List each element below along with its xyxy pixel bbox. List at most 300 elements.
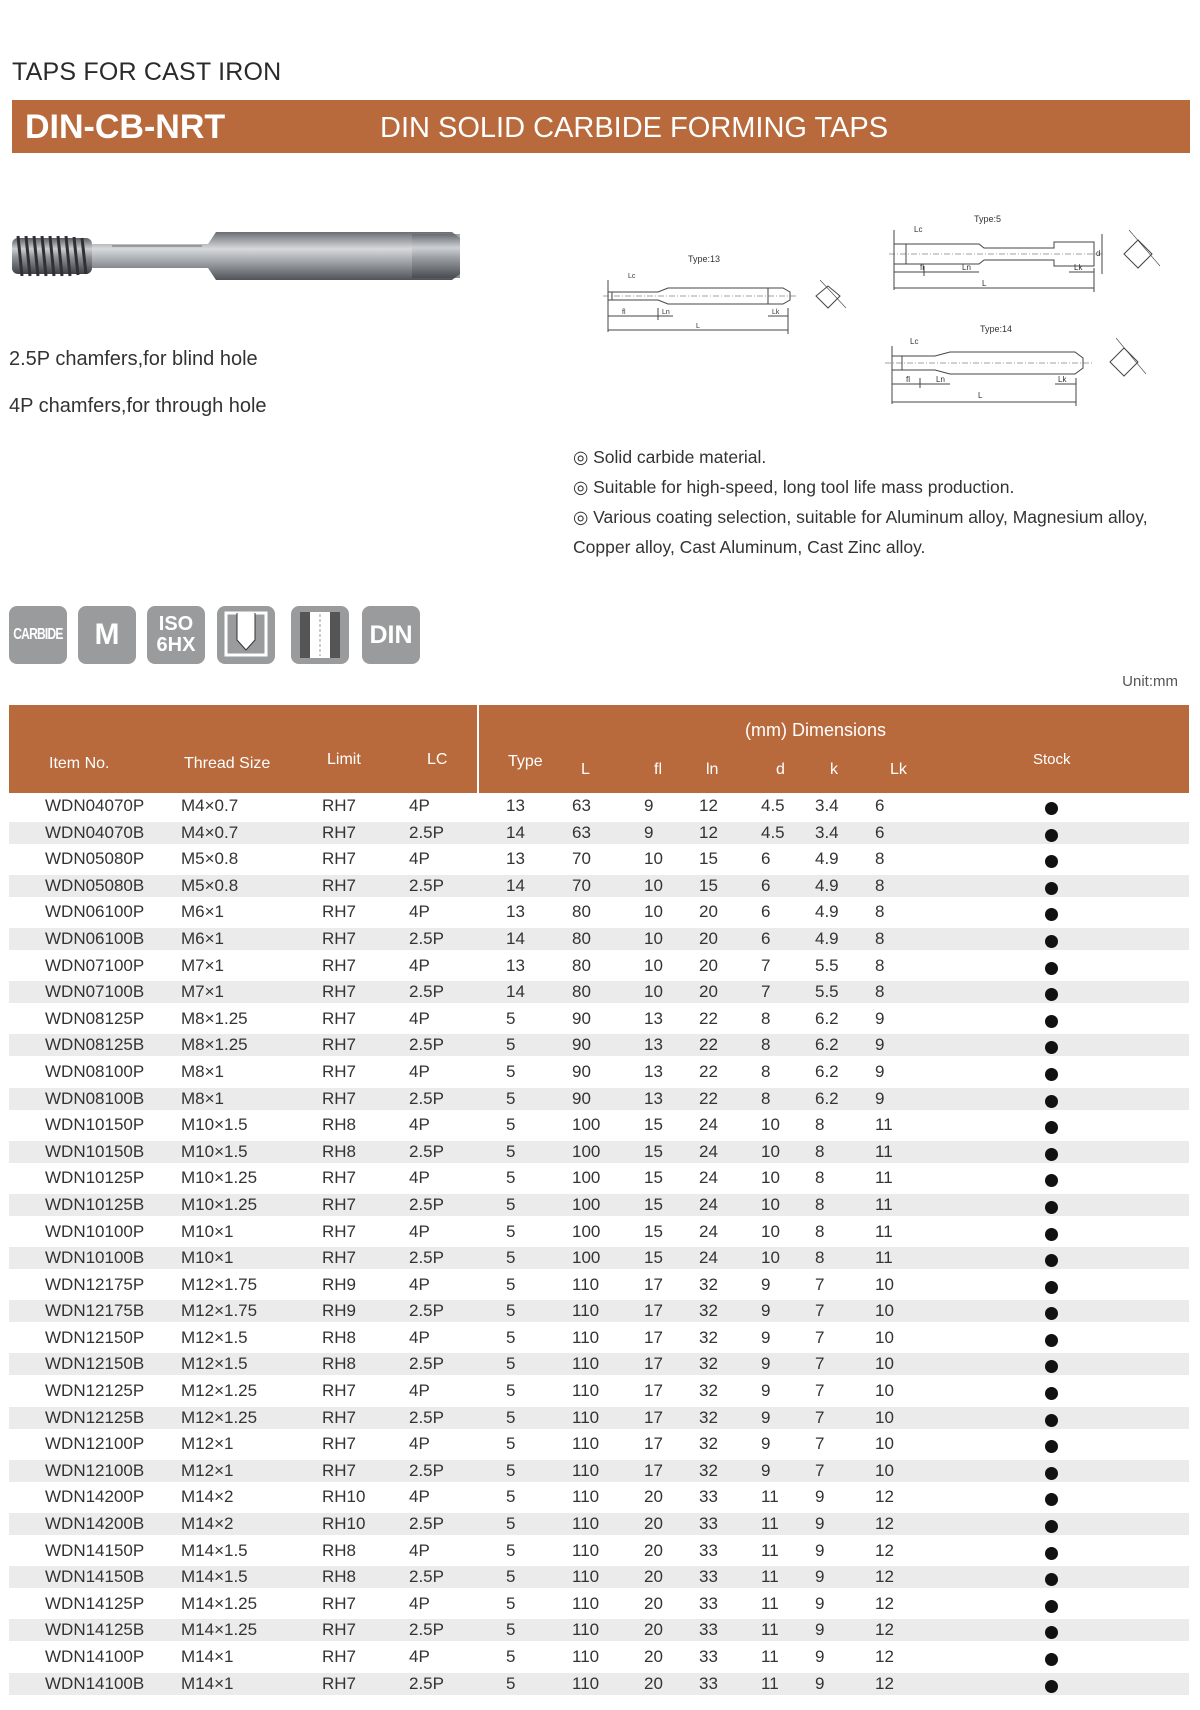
cell-d: 8 (761, 1035, 771, 1055)
cell-thread-size: M10×1.25 (181, 1194, 258, 1214)
cell-lk: 12 (875, 1673, 894, 1693)
cell-fl: 10 (644, 849, 663, 869)
cell-fl: 17 (644, 1407, 663, 1427)
cell-item-no: WDN08125P (45, 1008, 145, 1028)
cell-limit: RH7 (322, 1460, 357, 1480)
cell-k: 8 (815, 1194, 825, 1214)
stock-indicator (1045, 1440, 1058, 1453)
product-title: DIN SOLID CARBIDE FORMING TAPS (380, 112, 889, 144)
cell-d: 10 (761, 1168, 780, 1188)
d-label: d (1096, 249, 1101, 258)
cell-ln: 20 (699, 902, 718, 922)
cell-ln: 33 (699, 1593, 718, 1613)
cell-lk: 12 (875, 1487, 894, 1507)
l-label: L (696, 323, 700, 330)
table-header (9, 705, 1189, 793)
cell-lc: 4P (409, 902, 430, 922)
cell-limit: RH7 (322, 1035, 357, 1055)
cell-ln: 24 (699, 1221, 718, 1241)
cell-k: 7 (815, 1354, 825, 1374)
cell-limit: RH8 (322, 1567, 357, 1587)
table-row (9, 1617, 1189, 1644)
cell-item-no: WDN14125B (45, 1620, 145, 1640)
header-type: Type (508, 753, 543, 770)
cell-type: 5 (506, 1673, 516, 1693)
cell-limit: RH7 (322, 796, 357, 815)
category-label: TAPS FOR CAST IRON (12, 58, 282, 86)
cell-limit: RH7 (322, 1221, 357, 1241)
bullet-item: ◎ Suitable for high-speed, long tool life mass production. (573, 477, 1015, 497)
header-lk: Lk (890, 761, 907, 778)
cell-lk: 10 (875, 1434, 894, 1454)
table-row (9, 1006, 1189, 1033)
cell-fl: 13 (644, 1035, 663, 1055)
cell-lc: 2.5P (409, 1460, 444, 1480)
cell-ln: 33 (699, 1647, 718, 1666)
cell-lc: 2.5P (409, 1567, 444, 1587)
cell-lc: 2.5P (409, 1354, 444, 1374)
cell-d: 10 (761, 1221, 780, 1241)
cell-k: 4.9 (815, 849, 839, 869)
l-label-3: L (978, 391, 983, 400)
cell-k: 7 (815, 1327, 825, 1347)
cell-thread-size: M10×1.5 (181, 1141, 248, 1161)
cell-ln: 20 (699, 982, 718, 1002)
cell-item-no: WDN12125P (45, 1381, 145, 1401)
cell-ln: 20 (699, 928, 718, 948)
cell-thread-size: M14×1 (181, 1673, 234, 1693)
cell-ln: 24 (699, 1141, 718, 1161)
cell-type: 5 (506, 1141, 516, 1161)
cell-d: 9 (761, 1301, 771, 1321)
cell-lc: 2.5P (409, 1194, 444, 1214)
cell-d: 10 (761, 1115, 780, 1135)
cell-lc: 4P (409, 1487, 430, 1507)
cell-type: 5 (506, 1514, 516, 1534)
cell-item-no: WDN14100P (45, 1647, 145, 1666)
cell-l: 110 (572, 1354, 600, 1374)
cell-item-no: WDN14100B (45, 1673, 145, 1693)
cell-item-no: WDN12175B (45, 1301, 145, 1321)
cell-d: 10 (761, 1194, 780, 1214)
table-row (9, 1644, 1189, 1671)
cell-thread-size: M12×1.5 (181, 1354, 248, 1374)
cell-ln: 33 (699, 1620, 718, 1640)
stock-indicator (1045, 855, 1058, 868)
cell-lc: 4P (409, 1061, 430, 1081)
cell-l: 110 (572, 1381, 600, 1401)
cell-d: 11 (761, 1647, 779, 1666)
stock-indicator (1045, 1015, 1058, 1028)
cell-limit: RH7 (322, 1593, 357, 1613)
cell-lc: 2.5P (409, 1088, 444, 1108)
cell-type: 13 (506, 955, 525, 975)
stock-indicator (1045, 1680, 1058, 1693)
cell-l: 110 (572, 1487, 600, 1507)
cell-lc: 4P (409, 1593, 430, 1613)
header-limit: Limit (327, 751, 361, 768)
table-row (9, 1139, 1189, 1166)
table-row (9, 1192, 1189, 1219)
lc-label-2: Lc (914, 225, 923, 234)
cell-type: 5 (506, 1407, 516, 1427)
cell-ln: 32 (699, 1381, 718, 1401)
cell-k: 6.2 (815, 1008, 839, 1028)
header-separator (477, 705, 479, 793)
cell-lc: 4P (409, 1434, 430, 1454)
cell-thread-size: M12×1.75 (181, 1301, 258, 1321)
table-row (9, 899, 1189, 926)
cell-lk: 10 (875, 1381, 894, 1401)
cell-limit: RH7 (322, 875, 357, 895)
cell-l: 110 (572, 1593, 600, 1613)
cell-fl: 17 (644, 1301, 663, 1321)
cell-lk: 10 (875, 1301, 894, 1321)
cell-item-no: WDN10150B (45, 1141, 145, 1161)
table-row (9, 1032, 1189, 1059)
table-row (9, 1325, 1189, 1352)
cell-limit: RH8 (322, 1354, 357, 1374)
cell-fl: 10 (644, 902, 663, 922)
unit-label: Unit:mm (1122, 673, 1178, 690)
cell-lc: 4P (409, 1221, 430, 1241)
cell-limit: RH7 (322, 1673, 357, 1693)
cell-d: 7 (761, 982, 771, 1002)
table-row (9, 1591, 1189, 1618)
cell-type: 14 (506, 822, 525, 842)
cell-ln: 24 (699, 1168, 718, 1188)
cell-k: 9 (815, 1620, 825, 1640)
cell-item-no: WDN05080P (45, 849, 145, 869)
cell-fl: 20 (644, 1487, 663, 1507)
lc-label: Lc (628, 273, 636, 280)
cell-ln: 22 (699, 1035, 718, 1055)
cell-thread-size: M8×1.25 (181, 1008, 248, 1028)
cell-limit: RH10 (322, 1487, 366, 1507)
cell-fl: 20 (644, 1620, 663, 1640)
cell-limit: RH7 (322, 1407, 357, 1427)
cell-d: 9 (761, 1434, 771, 1454)
cell-k: 7 (815, 1407, 825, 1427)
table-row (9, 1112, 1189, 1139)
cell-d: 11 (761, 1567, 779, 1587)
cell-k: 4.9 (815, 928, 839, 948)
cell-d: 11 (761, 1487, 779, 1507)
cell-type: 5 (506, 1301, 516, 1321)
cell-item-no: WDN12150B (45, 1354, 145, 1374)
cell-l: 70 (572, 875, 591, 895)
cell-lk: 8 (875, 955, 885, 975)
stock-indicator (1045, 1095, 1058, 1108)
cell-thread-size: M14×1.5 (181, 1567, 248, 1587)
cell-lk: 8 (875, 849, 885, 869)
cell-lk: 12 (875, 1593, 894, 1613)
cell-l: 70 (572, 849, 591, 869)
through-hole-icon (291, 606, 349, 664)
cell-lc: 2.5P (409, 1248, 444, 1268)
cell-fl: 13 (644, 1008, 663, 1028)
cell-ln: 24 (699, 1194, 718, 1214)
cell-k: 9 (815, 1540, 825, 1560)
cell-d: 11 (761, 1593, 779, 1613)
table-row (9, 793, 1189, 820)
cell-limit: RH7 (322, 1088, 357, 1108)
ln-label-3: Ln (936, 375, 945, 384)
cell-d: 6 (761, 928, 771, 948)
cell-l: 110 (572, 1567, 600, 1587)
cell-l: 110 (572, 1460, 600, 1480)
stock-indicator (1045, 1228, 1058, 1241)
cell-lk: 11 (875, 1194, 893, 1214)
cell-l: 90 (572, 1061, 591, 1081)
ln-label-2: Ln (962, 263, 971, 272)
cell-thread-size: M10×1 (181, 1221, 234, 1241)
table-row (9, 1086, 1189, 1113)
cell-ln: 33 (699, 1673, 718, 1693)
cell-type: 5 (506, 1567, 516, 1587)
stock-indicator (1045, 882, 1058, 895)
cell-item-no: WDN04070B (45, 822, 145, 842)
cell-thread-size: M6×1 (181, 928, 224, 948)
cell-limit: RH7 (322, 1168, 357, 1188)
cell-thread-size: M10×1.25 (181, 1168, 258, 1188)
cell-type: 5 (506, 1327, 516, 1347)
cell-ln: 12 (699, 796, 718, 815)
cell-lk: 6 (875, 822, 885, 842)
cell-lc: 4P (409, 1647, 430, 1666)
cell-l: 110 (572, 1514, 600, 1534)
cell-limit: RH8 (322, 1540, 357, 1560)
cell-l: 110 (572, 1301, 600, 1321)
lk-label-3: Lk (1058, 375, 1067, 384)
cell-type: 5 (506, 1221, 516, 1241)
fl-label-2: fl (920, 263, 924, 272)
cell-item-no: WDN10100P (45, 1221, 145, 1241)
cell-l: 63 (572, 796, 591, 815)
cell-fl: 9 (644, 796, 654, 815)
cell-d: 9 (761, 1460, 771, 1480)
cell-lc: 4P (409, 1327, 430, 1347)
cell-l: 110 (572, 1407, 600, 1427)
stock-indicator (1045, 1600, 1058, 1613)
stock-indicator (1045, 1254, 1058, 1267)
cell-type: 5 (506, 1248, 516, 1268)
cell-thread-size: M12×1.25 (181, 1407, 258, 1427)
cell-fl: 20 (644, 1514, 663, 1534)
cell-lk: 12 (875, 1567, 894, 1587)
cell-item-no: WDN05080B (45, 875, 145, 895)
cell-type: 5 (506, 1008, 516, 1028)
table-row (9, 1272, 1189, 1299)
cell-item-no: WDN08100B (45, 1088, 145, 1108)
cell-type: 14 (506, 928, 525, 948)
cell-lc: 2.5P (409, 1301, 444, 1321)
cell-k: 4.9 (815, 875, 839, 895)
cell-type: 13 (506, 902, 525, 922)
cell-fl: 15 (644, 1115, 663, 1135)
stock-indicator (1045, 1520, 1058, 1533)
cell-fl: 15 (644, 1194, 663, 1214)
cell-k: 7 (815, 1460, 825, 1480)
cell-ln: 33 (699, 1514, 718, 1534)
table-row (9, 1511, 1189, 1538)
cell-item-no: WDN08125B (45, 1035, 145, 1055)
cell-item-no: WDN06100B (45, 928, 145, 948)
cell-k: 9 (815, 1647, 825, 1666)
cell-thread-size: M14×2 (181, 1514, 234, 1534)
cell-k: 8 (815, 1248, 825, 1268)
drawing-type-13 (598, 250, 868, 345)
cell-d: 6 (761, 849, 771, 869)
cell-type: 14 (506, 875, 525, 895)
cell-type: 5 (506, 1434, 516, 1454)
table-row (9, 1378, 1189, 1405)
stock-indicator (1045, 1121, 1058, 1134)
cell-lk: 9 (875, 1088, 885, 1108)
cell-type: 5 (506, 1540, 516, 1560)
cell-d: 6 (761, 875, 771, 895)
cell-lk: 8 (875, 902, 885, 922)
cell-limit: RH7 (322, 1434, 357, 1454)
cell-l: 110 (572, 1274, 600, 1294)
stock-indicator (1045, 1467, 1058, 1480)
cell-ln: 22 (699, 1061, 718, 1081)
cell-item-no: WDN12125B (45, 1407, 145, 1427)
cell-k: 3.4 (815, 822, 839, 842)
cell-lk: 10 (875, 1327, 894, 1347)
cell-d: 4.5 (761, 822, 785, 842)
cell-lc: 2.5P (409, 1514, 444, 1534)
cell-d: 9 (761, 1327, 771, 1347)
cell-thread-size: M4×0.7 (181, 796, 239, 815)
cell-ln: 32 (699, 1407, 718, 1427)
drawing-type-13-label: Type:13 (688, 254, 721, 264)
table-row (9, 1298, 1189, 1325)
cell-thread-size: M8×1 (181, 1061, 224, 1081)
cell-k: 3.4 (815, 796, 839, 815)
cell-ln: 32 (699, 1274, 718, 1294)
header-lc: LC (427, 751, 448, 768)
cell-k: 8 (815, 1141, 825, 1161)
table-row (9, 1059, 1189, 1086)
blind-hole-icon (223, 610, 269, 660)
header-item-no: Item No. (49, 755, 110, 772)
cell-limit: RH7 (322, 1061, 357, 1081)
table-row (9, 1351, 1189, 1378)
stock-indicator (1045, 1174, 1058, 1187)
header-d: d (776, 761, 785, 778)
cell-fl: 20 (644, 1540, 663, 1560)
l-label-2: L (982, 279, 987, 288)
cell-ln: 33 (699, 1487, 718, 1507)
cell-lk: 11 (875, 1248, 893, 1268)
cell-limit: RH7 (322, 928, 357, 948)
cell-fl: 17 (644, 1381, 663, 1401)
cell-l: 80 (572, 982, 591, 1002)
cell-d: 9 (761, 1274, 771, 1294)
cell-thread-size: M12×1.25 (181, 1381, 258, 1401)
cell-l: 80 (572, 955, 591, 975)
cell-limit: RH7 (322, 902, 357, 922)
stock-indicator (1045, 1334, 1058, 1347)
fl-label: fl (622, 309, 626, 316)
cell-d: 11 (761, 1620, 779, 1640)
table-body (9, 793, 1189, 1697)
cell-lc: 4P (409, 1540, 430, 1560)
cell-lk: 12 (875, 1540, 894, 1560)
cell-k: 5.5 (815, 982, 839, 1002)
cell-fl: 20 (644, 1647, 663, 1666)
cell-fl: 20 (644, 1567, 663, 1587)
lc-label-3: Lc (910, 337, 919, 346)
cell-lc: 4P (409, 1381, 430, 1401)
cell-item-no: WDN04070P (45, 796, 145, 815)
cell-thread-size: M14×2 (181, 1487, 234, 1507)
cell-limit: RH8 (322, 1115, 357, 1135)
cell-item-no: WDN07100B (45, 982, 145, 1002)
cell-l: 100 (572, 1141, 601, 1161)
cell-ln: 15 (699, 875, 718, 895)
cell-d: 9 (761, 1381, 771, 1401)
cell-l: 100 (572, 1194, 601, 1214)
cell-d: 8 (761, 1061, 771, 1081)
cell-fl: 15 (644, 1221, 663, 1241)
cell-ln: 12 (699, 822, 718, 842)
cell-type: 5 (506, 1088, 516, 1108)
cell-item-no: WDN10150P (45, 1115, 145, 1135)
stock-indicator (1045, 1493, 1058, 1506)
cell-limit: RH7 (322, 822, 357, 842)
cell-d: 8 (761, 1008, 771, 1028)
table-row (9, 873, 1189, 900)
cell-lc: 2.5P (409, 1035, 444, 1055)
table-row (9, 1538, 1189, 1565)
header-thread-size: Thread Size (184, 755, 271, 772)
cell-k: 9 (815, 1593, 825, 1613)
cell-ln: 22 (699, 1008, 718, 1028)
cell-fl: 10 (644, 982, 663, 1002)
cell-type: 13 (506, 796, 525, 815)
stock-indicator (1045, 1201, 1058, 1214)
feature-bullets (573, 442, 1173, 562)
through-hole-icon (297, 610, 343, 660)
lk-label: Lk (772, 309, 780, 316)
cell-thread-size: M12×1.75 (181, 1274, 258, 1294)
cell-type: 5 (506, 1274, 516, 1294)
table-row (9, 1165, 1189, 1192)
cell-d: 11 (761, 1540, 779, 1560)
bullet-item: ◎ Various coating selection, suitable for Aluminum alloy, Magnesium alloy, Copper alloy, Cast Aluminum, Cast Zinc alloy. (573, 507, 1148, 557)
metric-badge: M (78, 606, 136, 664)
header-dimensions: (mm) Dimensions (745, 720, 887, 740)
cell-item-no: WDN07100P (45, 955, 145, 975)
cell-k: 4.9 (815, 902, 839, 922)
cell-lc: 4P (409, 1008, 430, 1028)
table-row (9, 1564, 1189, 1591)
cell-type: 13 (506, 849, 525, 869)
stock-indicator (1045, 1387, 1058, 1400)
cell-lc: 2.5P (409, 928, 444, 948)
cell-type: 5 (506, 1354, 516, 1374)
cell-item-no: WDN14200B (45, 1514, 145, 1534)
cell-ln: 32 (699, 1327, 718, 1347)
cell-d: 9 (761, 1354, 771, 1374)
cell-limit: RH7 (322, 1008, 357, 1028)
cell-fl: 15 (644, 1248, 663, 1268)
cell-l: 100 (572, 1168, 601, 1188)
cell-thread-size: M12×1 (181, 1460, 234, 1480)
cell-ln: 22 (699, 1088, 718, 1108)
